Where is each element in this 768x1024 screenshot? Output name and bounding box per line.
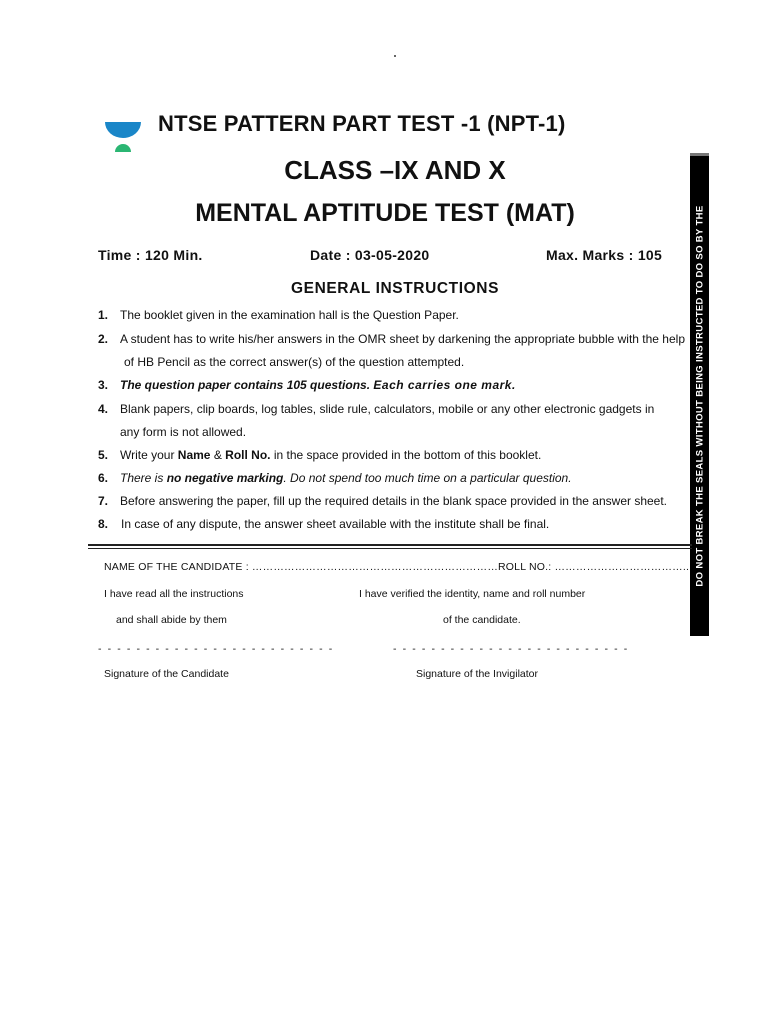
candidate-declaration: and shall abide by them: [116, 614, 227, 626]
instruction-text: [120, 448, 541, 462]
instruction-text-part: . Do not spend too much time on a particular question.: [283, 471, 572, 485]
instruction-number: 5.: [98, 448, 109, 462]
invigilator-declaration: I have verified the identity, name and roll number: [359, 588, 586, 600]
test-title: NTSE PATTERN PART TEST -1 (NPT-1): [158, 111, 566, 136]
date-info: Date : 03-05-2020: [310, 247, 430, 263]
instruction-text: In case of any dispute, the answer sheet available with the institute shall be final.: [121, 517, 550, 531]
instruction-text-part: Write your: [120, 448, 178, 462]
time-info: Time : 120 Min.: [98, 247, 203, 263]
instruction-text: A student has to write his/her answers in the OMR sheet by darkening the appropriate bubble with the help: [120, 332, 685, 346]
invigilator-signature-label: Signature of the Invigilator: [416, 668, 538, 680]
instruction-text: Before answering the paper, fill up the required details in the blank space provided in the answer sheet.: [120, 494, 668, 508]
instruction-text-bold: Roll No.: [225, 448, 271, 462]
instruction-text: Blank papers, clip boards, log tables, slide rule, calculators, mobile or any other electronic gadgets in: [120, 402, 655, 416]
instruction-number: 6.: [98, 471, 109, 485]
instruction-text-part: in the space provided in the bottom of this booklet.: [270, 448, 542, 462]
exam-title: MENTAL APTITUDE TEST (MAT): [195, 199, 575, 227]
instruction-number: 4.: [98, 402, 109, 416]
seal-notice-text: DO NOT BREAK THE SEALS WITHOUT BEING INSTRUCTED TO DO SO BY THE: [694, 205, 705, 587]
section-divider-thin: [88, 548, 692, 549]
invigilator-signature-line[interactable]: - - - - - - - - - - - - - - - - - - - - - - - - -: [393, 643, 629, 655]
instruction-text-part: There is: [120, 471, 167, 485]
unacademy-logo-icon: [104, 121, 142, 153]
invigilator-declaration: of the candidate.: [443, 614, 521, 626]
instruction-number: 7.: [98, 494, 109, 508]
instructions-heading: GENERAL INSTRUCTIONS: [290, 280, 500, 297]
candidate-name-roll-field[interactable]: NAME OF THE CANDIDATE : ……………………………………………………………ROLL NO.: ………………………………..: [104, 561, 690, 573]
instruction-text: [120, 471, 572, 485]
seal-notice-sidebar: [690, 153, 709, 636]
class-title: CLASS –IX AND X: [284, 155, 506, 185]
instruction-number: 8.: [98, 517, 109, 531]
candidate-signature-label: Signature of the Candidate: [104, 668, 229, 680]
instruction-text-bold: no negative marking: [166, 471, 284, 485]
instruction-text-part: &: [210, 448, 226, 462]
instruction-number: 1.: [98, 308, 109, 322]
instruction-text-continued: any form is not allowed.: [120, 425, 247, 439]
instruction-text: The booklet given in the examination hall is the Question Paper.: [120, 308, 459, 322]
instruction-text-part: Each carries one mark.: [373, 378, 516, 392]
section-divider: [88, 544, 692, 546]
max-marks-info: Max. Marks : 105: [546, 247, 663, 263]
candidate-signature-line[interactable]: - - - - - - - - - - - - - - - - - - - - - - - - -: [98, 643, 334, 655]
instruction-text-continued: of HB Pencil as the correct answer(s) of the question attempted.: [124, 355, 465, 369]
stray-mark: [394, 55, 396, 57]
instruction-text-part: The question paper contains 105 questions.: [120, 378, 371, 392]
instruction-text-bold: Name: [177, 448, 211, 462]
instruction-text: [120, 378, 516, 392]
instruction-number: 2.: [98, 332, 109, 346]
candidate-declaration: I have read all the instructions: [104, 588, 244, 600]
instruction-number: 3.: [98, 378, 109, 392]
